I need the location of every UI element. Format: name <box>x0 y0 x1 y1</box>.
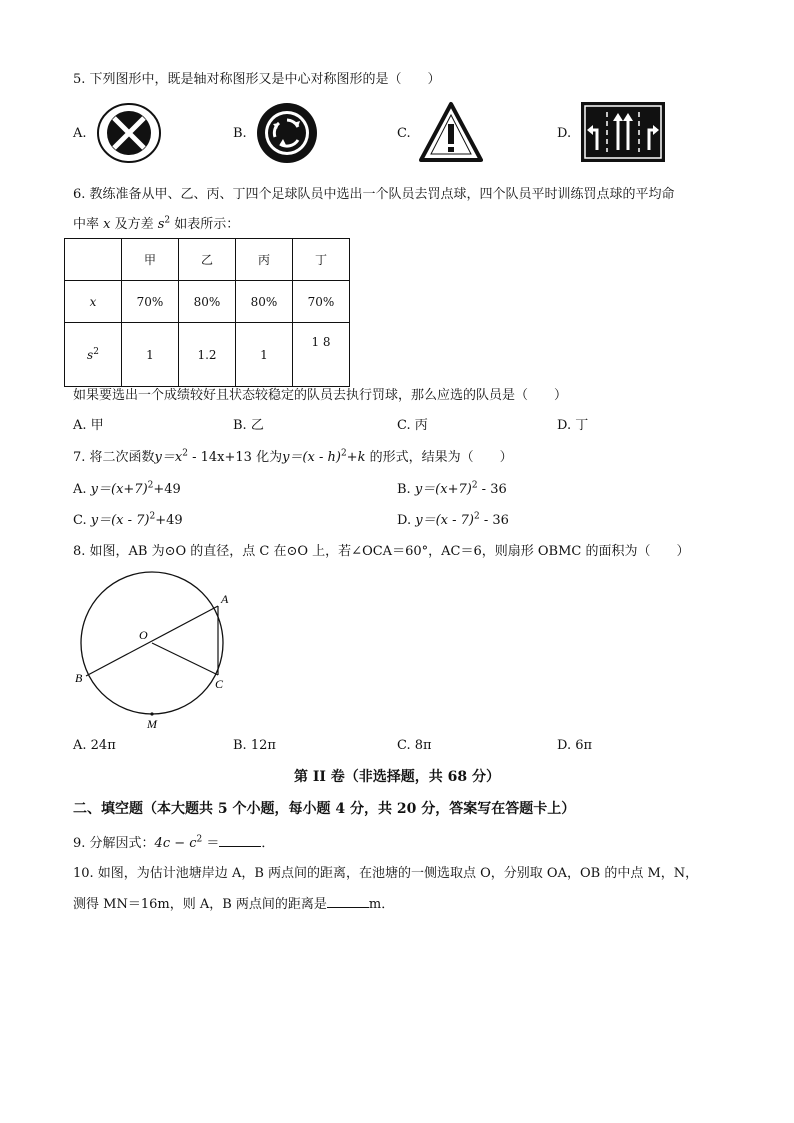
q5-option-c-label: C. <box>397 126 411 141</box>
q7-option-b: B. $y=(x+7)^2 - 36$ <box>397 480 507 497</box>
table-header-cell <box>65 239 122 281</box>
table-row-label: $s^2$ <box>65 323 122 387</box>
q5-option-d-label: D. <box>557 126 572 141</box>
q6-option-b: B. 乙 <box>233 418 264 433</box>
q7-option-c: C. y＝(x - 7)$^2$+49 <box>73 511 183 528</box>
table-cell: 1 <box>236 323 293 387</box>
lane-direction-sign-icon <box>581 102 665 162</box>
point-m-dot <box>150 712 153 715</box>
table-cell: 80% <box>179 281 236 323</box>
section-heading: 二、填空题（本大题共 5 个小题，每小题 4 分，共 20 分，答案写在答题卡上） <box>73 801 576 817</box>
segment-oc <box>152 643 218 675</box>
no-stopping-sign-icon <box>96 102 162 164</box>
table-cell: 1 <box>122 323 179 387</box>
q5-option-b-label: B. <box>233 126 247 141</box>
q7-option-a: A. $y=(x+7)^2+49$ <box>73 480 181 497</box>
q7-stem: 7. 将二次函数$y=x^2 - 14x+13$ 化为y＝(x - h)$^2$+k 的形式，结果为（ ） <box>73 448 513 465</box>
q7-option-d: D. y＝(x - 7)$^2$ - 36 <box>397 511 509 528</box>
q8-stem: 8. 如图，AB 为⊙O 的直径，点 C 在⊙O 上，若∠OCA＝60°，AC＝6，则扇形 OBMC 的面积为（ ） <box>73 544 690 559</box>
point-o-label: O <box>139 628 148 642</box>
answer-blank[interactable] <box>219 834 261 847</box>
point-c-label: C <box>215 677 224 691</box>
table-cell: 1 8 <box>293 323 350 387</box>
q10-line2: 测得 MN＝16m，则 A，B 两点间的距离是 m． <box>73 897 395 912</box>
q8-option-c: C. 8π <box>397 738 432 753</box>
table-header-row <box>65 239 350 281</box>
hit-rate-variance-table <box>64 238 350 387</box>
circle-diagram <box>72 568 242 734</box>
table-cell: 70% <box>293 281 350 323</box>
table-cell: 80% <box>236 281 293 323</box>
q6-option-a: A. 甲 <box>73 418 104 433</box>
point-b-label: B <box>75 671 83 685</box>
q5-stem: 5. 下列图形中，既是轴对称图形又是中心对称图形的是（ ） <box>73 72 441 87</box>
table-cell: 70% <box>122 281 179 323</box>
table-header-cell: 甲 <box>122 239 179 281</box>
q9-stem: 9. 分解因式：$4c - c^2$ ＝ ． <box>73 834 275 851</box>
table-row <box>65 323 350 387</box>
answer-blank[interactable] <box>327 895 369 908</box>
q10-line1: 10. 如图，为估计池塘岸边 A，B 两点间的距离，在池塘的一侧选取点 O，分别取 OA，OB 的中点 M，N， <box>73 866 699 881</box>
point-m-label: M <box>147 717 157 731</box>
q6-option-d: D. 丁 <box>557 418 589 433</box>
q5-option-a-label: A. <box>73 126 87 141</box>
point-a-label: A <box>221 592 229 606</box>
table-row-label: x <box>65 281 122 323</box>
warning-triangle-icon <box>419 101 483 163</box>
table-header-cell: 丁 <box>293 239 350 281</box>
section-title: 第 II 卷（非选择题，共 68 分） <box>293 769 501 785</box>
table-row <box>65 281 350 323</box>
q6-stem-line2: 中率 x 及方差 $s^2$ 如表所示： <box>73 215 240 232</box>
q6-stem-line1: 6. 教练准备从甲、乙、丙、丁四个足球队员中选出一个队员去罚点球，四个队员平时训练罚点球的平均命 <box>73 187 675 202</box>
table-header-cell: 丙 <box>236 239 293 281</box>
q6-option-c: C. 丙 <box>397 418 428 433</box>
q8-option-b: B. 12π <box>233 738 276 753</box>
roundabout-sign-icon <box>256 102 318 164</box>
table-header-cell: 乙 <box>179 239 236 281</box>
q8-option-d: D. 6π <box>557 738 593 753</box>
q6-question: 如果要选出一个成绩较好且状态较稳定的队员去执行罚球，那么应选的队员是（ ） <box>73 388 568 403</box>
q8-option-a: A. 24π <box>73 738 116 753</box>
table-cell: 1.2 <box>179 323 236 387</box>
